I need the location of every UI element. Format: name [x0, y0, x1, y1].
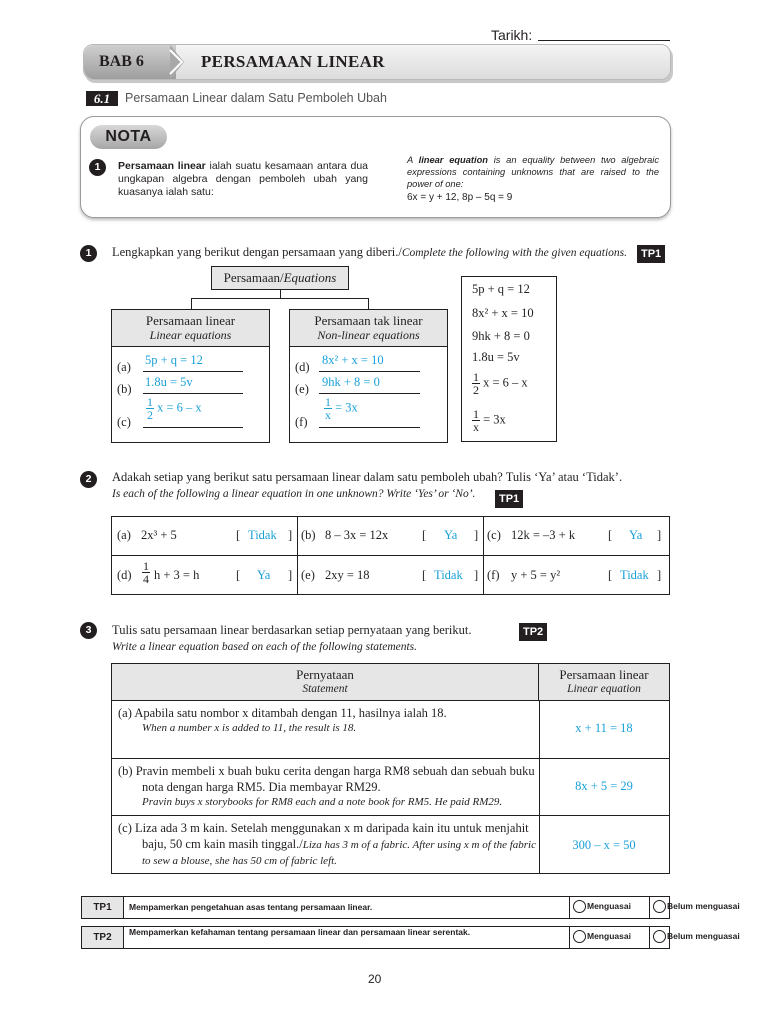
- answer-line: [143, 393, 243, 394]
- tp-badge: TP1: [637, 245, 665, 263]
- yes-no-table: [111, 516, 670, 595]
- tp-badge: TP2: [519, 623, 547, 641]
- answer-line: [319, 427, 420, 428]
- answer-line: [143, 427, 243, 428]
- given-equation: 8x² + x = 10: [472, 306, 534, 320]
- tree-connector: [280, 290, 281, 298]
- section-title: Persamaan Linear dalam Satu Pemboleh Ubah: [125, 91, 387, 105]
- answer-text: $\frac{1}{x}$ = 3x: [325, 395, 358, 422]
- question-3-text: Tulis satu persamaan linear berdasarkan setiap pernyataan yang berikut.: [112, 623, 472, 637]
- answer-text: 300 – x = 50: [572, 838, 636, 852]
- equations-root-box: Persamaan/Equations: [211, 266, 349, 290]
- mastery-row: TP2 Mempamerkan kefahaman tentang persamaan linear dan persamaan linear serentak. Menguasai Belum menguasai: [81, 926, 670, 949]
- radio-icon[interactable]: [653, 900, 666, 913]
- given-equation: 9hk + 8 = 0: [472, 329, 530, 343]
- item-label: (c): [117, 415, 131, 429]
- radio-icon[interactable]: [573, 930, 586, 943]
- table-row: (a) Apabila satu nombor x ditambah dengan 11, hasilnya ialah 18. When a number x is added to 11, the result is 18. x + 11 = 18: [112, 701, 669, 759]
- question-2-text-en: Is each of the following a linear equation in one unknown? Write ‘Yes’ or ‘No’.: [112, 488, 476, 500]
- mastery-option[interactable]: Menguasai: [570, 927, 650, 948]
- table-cell: (e) 2xy = 18 [ Tidak ]: [298, 556, 484, 595]
- nonlinear-header: Persamaan tak linear Non-linear equations: [290, 310, 447, 347]
- answer-text: $\frac{1}{2}$ x = 6 – x: [147, 395, 202, 422]
- given-equation: $\frac{1}{x}$ = 3x: [473, 407, 506, 434]
- radio-icon[interactable]: [653, 930, 666, 943]
- mastery-row: TP1 Mempamerkan pengetahuan asas tentang persamaan linear. Menguasai Belum menguasai: [81, 896, 670, 919]
- answer-line: [319, 371, 420, 372]
- chevron-outline-icon: [168, 49, 184, 75]
- question-1-text: Lengkapkan yang berikut dengan persamaan yang diberi./Complete the following with the given equations.: [112, 245, 628, 259]
- given-equations-box: [461, 276, 557, 442]
- mastery-option[interactable]: Belum menguasai: [650, 927, 749, 948]
- answer-text: 8x² + x = 10: [322, 353, 384, 367]
- date-label: Tarikh:: [491, 27, 533, 43]
- tree-connector: [191, 298, 369, 309]
- column-header-equation: Persamaan linear Linear equation: [539, 664, 669, 701]
- nonlinear-equations-box: [289, 309, 448, 443]
- item-label: (b): [117, 382, 132, 396]
- note-text-ms: Persamaan linear ialah suatu kesamaan antara dua ungkapan algebra dengan pemboleh ubah yang kuasanya ialah satu:: [118, 160, 368, 198]
- radio-icon[interactable]: [573, 900, 586, 913]
- section-number: 6.1: [86, 91, 118, 106]
- table-cell: (b) 8 – 3x = 12x [ Ya ]: [298, 517, 484, 556]
- answer-text: x + 11 = 18: [575, 721, 633, 735]
- mastery-table: [81, 896, 740, 950]
- answer-text: 9hk + 8 = 0: [322, 375, 380, 389]
- mastery-option[interactable]: Menguasai: [570, 897, 650, 918]
- given-equation: 5p + q = 12: [472, 282, 530, 296]
- table-cell: (d) $\frac{1}{4}$ h + 3 = h [ Ya ]: [112, 556, 298, 595]
- page-number: 20: [368, 972, 382, 986]
- answer-text: 1.8u = 5v: [145, 375, 193, 389]
- item-label: (f): [295, 415, 308, 429]
- answer-text: 5p + q = 12: [145, 353, 203, 367]
- item-label: (a): [117, 360, 131, 374]
- chapter-label: BAB 6: [84, 45, 176, 79]
- question-2-text: Adakah setiap yang berikut satu persamaan linear dalam satu pemboleh ubah? Tulis ‘Ya’ atau ‘Tidak’.: [112, 470, 623, 484]
- table-cell: (c) 12k = –3 + k [ Ya ]: [484, 517, 669, 556]
- answer-line: [319, 393, 420, 394]
- table-row: (b) Pravin membeli x buah buku cerita dengan harga RM8 sebuah dan sebuah buku nota dengan harga RM5. Dia membayar RM29. Pravin buys x storybooks for RM8 each and a note book for RM5. He paid RM29. 8x + 5 = 29: [112, 759, 669, 816]
- table-cell: (a) 2x³ + 5 [ Tidak ]: [112, 517, 298, 556]
- statement-table: [111, 663, 670, 874]
- item-label: (e): [295, 382, 309, 396]
- question-number-2: 2: [80, 471, 97, 488]
- date-line: [538, 40, 670, 41]
- given-equation: $\frac{1}{2}$ x = 6 – x: [473, 370, 528, 397]
- linear-equations-box: [111, 309, 270, 443]
- note-text-en: A linear equation is an equality between two algebraic expressions containing unknowns that are raised to the power of one:: [407, 155, 659, 189]
- note-example: 6x = y + 12, 8p – 5q = 9: [407, 192, 513, 203]
- note-item-number: 1: [89, 159, 106, 176]
- table-row: (c) Liza ada 3 m kain. Setelah menggunakan x m daripada kain itu untuk menjahit baju, 50 cm kain masih tinggal./Liza has 3 m of a fabric. After using x m of the fabric to sew a blouse, she has 50 cm of fabric left. 300 – x = 50: [112, 816, 669, 873]
- linear-header: Persamaan linear Linear equations: [112, 310, 269, 347]
- chapter-title: PERSAMAAN LINEAR: [201, 52, 385, 71]
- mastery-option[interactable]: Belum menguasai: [650, 897, 749, 918]
- question-3-text-en: Write a linear equation based on each of the following statements.: [112, 641, 418, 653]
- answer-text: 8x + 5 = 29: [575, 779, 633, 793]
- tp-badge: TP1: [495, 490, 523, 508]
- item-label: (d): [295, 360, 310, 374]
- given-equation: 1.8u = 5v: [472, 350, 520, 364]
- column-header-statement: Pernyataan Statement: [112, 664, 539, 701]
- question-number-1: 1: [80, 245, 97, 262]
- note-tag: NOTA: [90, 125, 167, 149]
- question-number-3: 3: [80, 622, 97, 639]
- answer-line: [143, 371, 243, 372]
- table-cell: (f) y + 5 = y² [ Tidak ]: [487, 568, 662, 582]
